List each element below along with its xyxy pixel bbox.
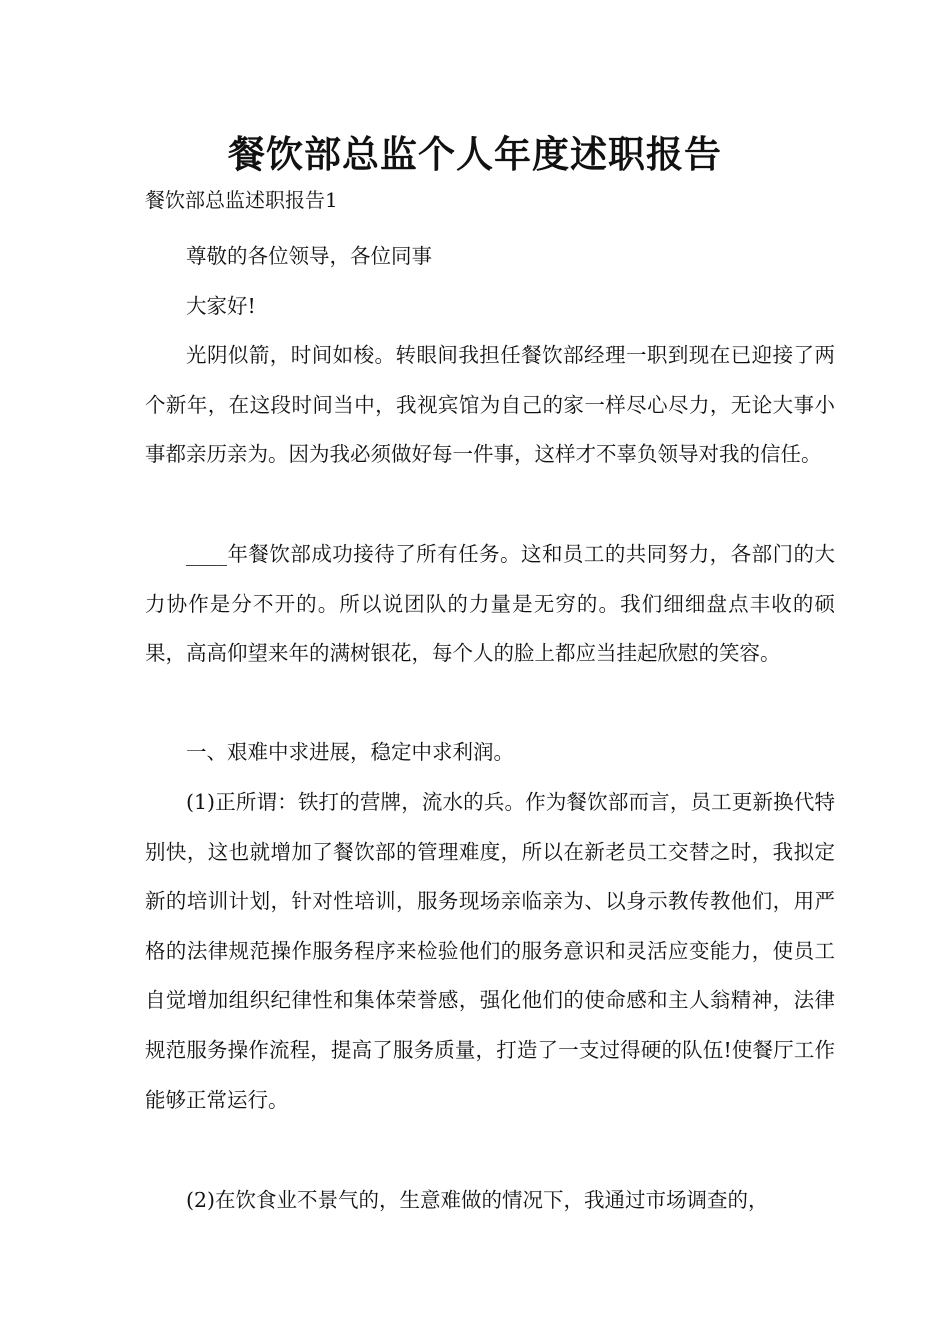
paragraph-item-2: (2)在饮食业不景气的，生意难做的情况下，我通过市场调查的， bbox=[186, 1188, 769, 1212]
paragraph-intro: 光阴似箭，时间如梭。转眼间我担任餐饮部经理一职到现在已迎接了两个新年，在这段时间当中，我视宾馆为自己的家一样尽心尽力，无论大事小事都亲历亲为。因为我必须做好每一件事，这样才不辜负领导对我的信任。 bbox=[145, 343, 835, 467]
paragraph-salutation: 尊敬的各位领导，各位同事 bbox=[186, 244, 432, 268]
document-subtitle: 餐饮部总监述职报告1 bbox=[145, 188, 338, 212]
paragraph-greeting: 大家好! bbox=[186, 294, 256, 318]
paragraph-item-1: (1)正所谓：铁打的营牌，流水的兵。作为餐饮部而言，员工更新换代特别快，这也就增加了餐饮部的管理难度，所以在新老员工交替之时，我拟定新的培训计划，针对性培训，服务现场亲临亲为、以身示教传教他们，用严格的法律规范操作服务程序来检验他们的服务意识和灵活应变能力，使员工自觉增加组织纪律性和集体荣誉感，强化他们的使命感和主人翁精神，法律规范服务操作流程，提高了服务质量，打造了一支过得硬的队伍!使餐厅工作能够正常运行。 bbox=[145, 790, 835, 1112]
section-heading-1: 一、艰难中求进展，稳定中求利润。 bbox=[186, 740, 514, 764]
document-title: 餐饮部总监个人年度述职报告 bbox=[228, 132, 722, 176]
paragraph-achievements: ____年餐饮部成功接待了所有任务。这和员工的共同努力，各部门的大力协作是分不开的。所以说团队的力量是无穷的。我们细细盘点丰收的硕果，高高仰望来年的满树银花，每个人的脸上都应当挂起欣慰的笑容。 bbox=[145, 542, 835, 666]
